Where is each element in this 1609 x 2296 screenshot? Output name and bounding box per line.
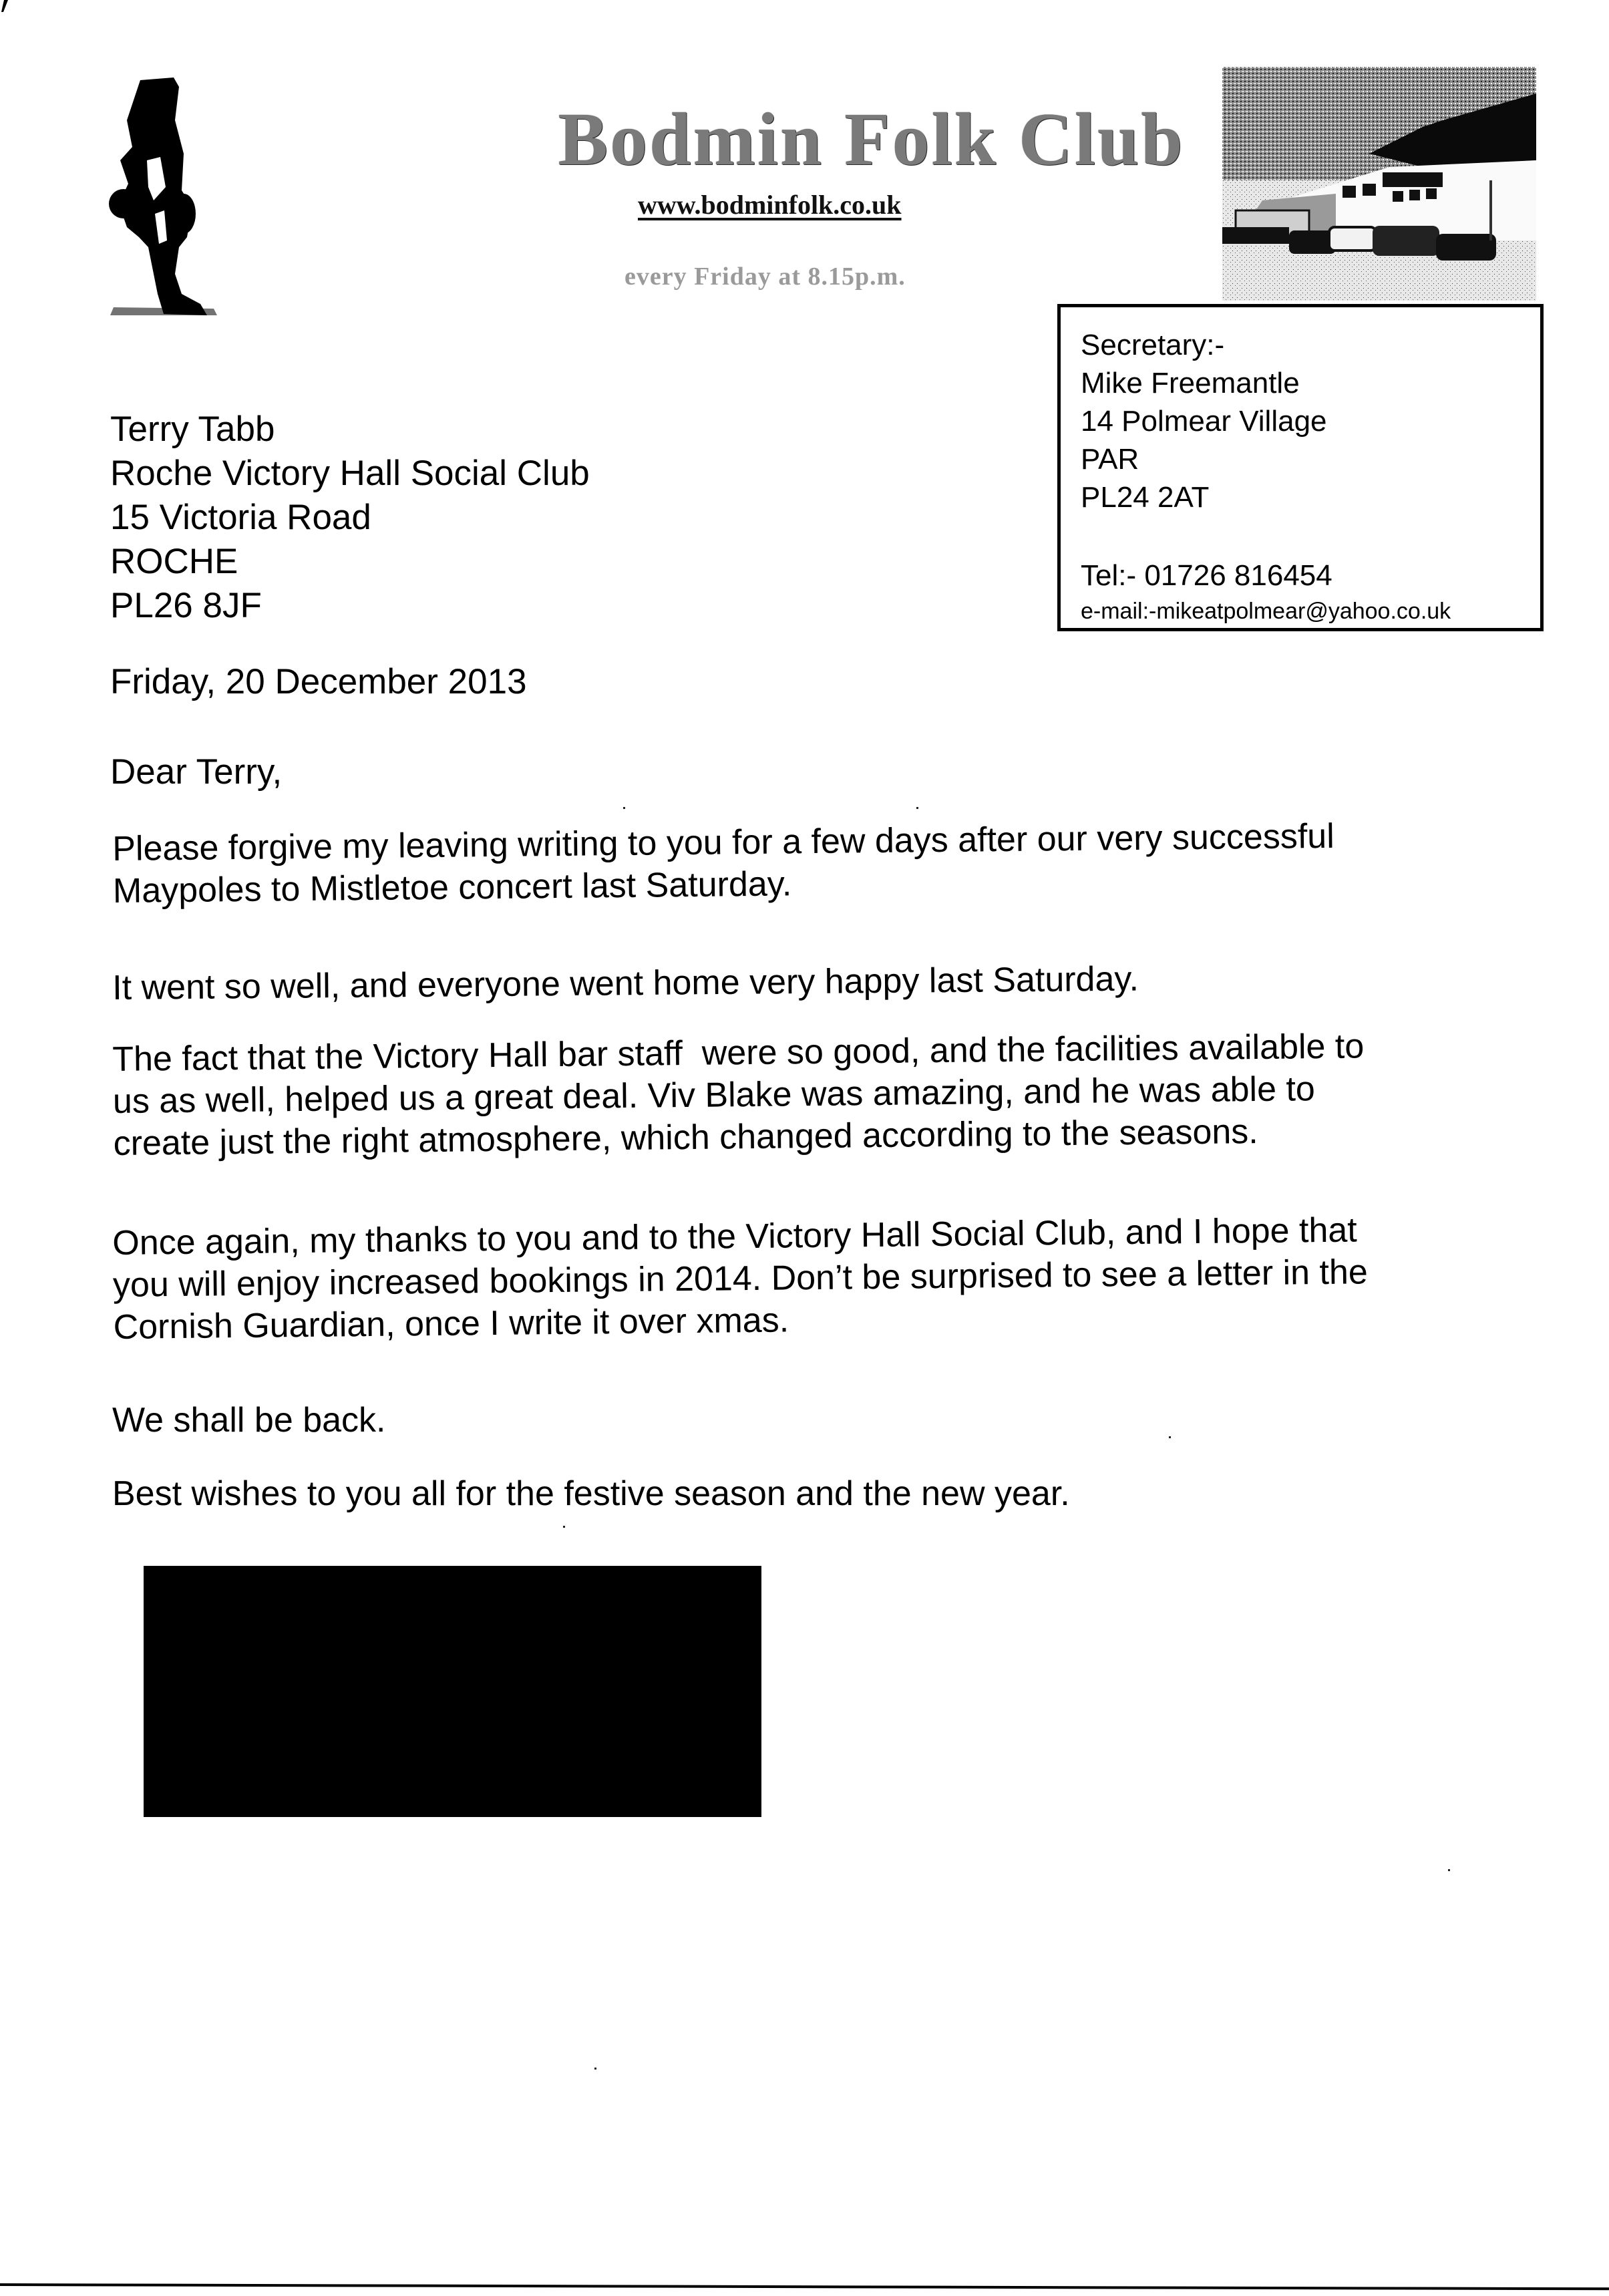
secretary-heading: Secretary:- bbox=[1081, 329, 1225, 361]
secretary-address-line: 14 Polmear Village bbox=[1081, 405, 1327, 438]
salutation: Dear Terry, bbox=[110, 752, 283, 792]
paragraph-line: Once again, my thanks to you and to the Victory Hall Social Club, and I hope that bbox=[112, 1210, 1357, 1263]
paragraph-line: Please forgive my leaving writing to you for a few days after our very successful bbox=[112, 816, 1335, 868]
paragraph-line: Cornish Guardian, once I write it over xmas. bbox=[113, 1301, 789, 1347]
scan-corner-mark bbox=[1, 0, 8, 12]
secretary-contact-box bbox=[1057, 304, 1544, 631]
secretary-email[interactable]: e-mail:-mikeatpolmear@yahoo.co.uk bbox=[1081, 599, 1451, 624]
scan-speck bbox=[1169, 1436, 1171, 1438]
body-paragraph bbox=[112, 1209, 1369, 1349]
paragraph-line: We shall be back. bbox=[112, 1401, 386, 1440]
venue-building-photo bbox=[1222, 67, 1536, 301]
body-paragraph bbox=[112, 959, 1139, 1009]
paragraph-line: Best wishes to you all for the festive season and the new year. bbox=[112, 1474, 1070, 1513]
scan-speck bbox=[594, 2068, 596, 2070]
scan-page-edge bbox=[0, 2283, 1609, 2290]
recipient-organisation: Roche Victory Hall Social Club bbox=[110, 454, 590, 493]
paragraph-line: create just the right atmosphere, which changed according to the seasons. bbox=[113, 1112, 1258, 1163]
club-meeting-info: every Friday at 8.15p.m. bbox=[624, 263, 906, 291]
scan-speck bbox=[1448, 1869, 1450, 1871]
signature-redaction-block bbox=[144, 1566, 761, 1817]
body-paragraph bbox=[112, 1400, 385, 1442]
paragraph-line: us as well, helped us a great deal. Viv Blake was amazing, and he was able to bbox=[112, 1070, 1316, 1121]
recipient-name: Terry Tabb bbox=[110, 409, 275, 449]
recipient-address bbox=[110, 407, 590, 628]
club-website-link[interactable]: www.bodminfolk.co.uk bbox=[638, 190, 902, 220]
paragraph-line: Maypoles to Mistletoe concert last Saturday. bbox=[112, 864, 792, 911]
secretary-name: Mike Freemantle bbox=[1081, 367, 1300, 399]
letter-date: Friday, 20 December 2013 bbox=[110, 662, 527, 701]
paragraph-line: you will enjoy increased bookings in 2014. Don’t be surprised to see a letter in the bbox=[112, 1253, 1369, 1305]
scan-speck bbox=[916, 807, 918, 809]
recipient-postcode: PL26 8JF bbox=[110, 586, 262, 625]
secretary-phone: Tel:- 01726 816454 bbox=[1081, 559, 1332, 592]
body-paragraph bbox=[112, 816, 1335, 913]
paragraph-line: The fact that the Victory Hall bar staff were so good, and the facilities available to bbox=[112, 1027, 1365, 1079]
recipient-town: ROCHE bbox=[110, 542, 238, 581]
recipient-street: 15 Victoria Road bbox=[110, 498, 371, 537]
club-title-text: Bodmin Folk Club bbox=[558, 98, 1185, 181]
secretary-town: PAR bbox=[1081, 443, 1139, 476]
scan-speck bbox=[563, 1526, 565, 1528]
body-paragraph bbox=[112, 1473, 1070, 1515]
paragraph-line: It went so well, and everyone went home very happy last Saturday. bbox=[112, 959, 1139, 1007]
body-paragraph bbox=[112, 1025, 1365, 1165]
spacer bbox=[1081, 516, 1540, 556]
scan-speck bbox=[623, 807, 625, 809]
secretary-postcode: PL24 2AT bbox=[1081, 481, 1210, 514]
